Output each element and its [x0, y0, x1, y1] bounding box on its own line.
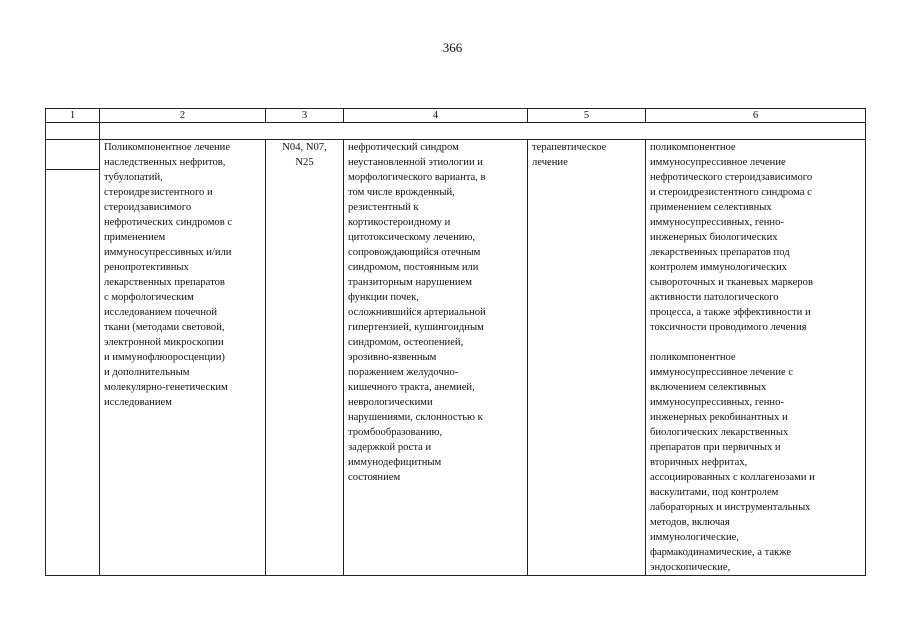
header-cell-1: 1: [46, 109, 100, 123]
empty-cell: [46, 123, 100, 140]
empty-row: [46, 123, 866, 140]
table-row: [46, 140, 866, 576]
row-cell-number: [46, 140, 100, 576]
document-table: [45, 108, 866, 576]
empty-span-cell: [100, 123, 866, 140]
method-paragraph-1: поликомпонентное иммуносупрессивное лечение нефротического стероидзависимого и стероидрезистентного синдрома с применением селективных иммуносупрессивных, генно- инженерных биологических лекарственных препаратов под контролем иммунологических сывороточных и тканевых маркеров активности патологического процесса, а также эффективности и токсичности проводимого лечения: [650, 142, 813, 333]
header-row: [46, 109, 866, 123]
row-cell-method: [646, 140, 866, 576]
header-cell-3: 3: [266, 109, 344, 123]
header-cell-2: 2: [100, 109, 266, 123]
row-cell-treatment: Поликомпонентное лечение наследственных нефритов, тубулопатий, стероидрезистентного и стероидзависимого нефротических синдромов с применением иммуносупрессивных и/или ренопротективных лекарственных препаратов с морфологическим исследованием почечной ткани (методами световой, электронной микроскопии и иммунофлюоросценции) и дополнительным молекулярно-генетическим исследованием: [100, 140, 266, 576]
row-cell-patient-model: нефротический синдром неустановленной этиологии и морфологического варианта, в том числе врожденный, резистентный к кортикостероидному и цитотоксическому лечению, сопровождающийся отечным синдромом, постоянным или транзиторным нарушением функции почек, осложнившийся артериальной гипертензией, кушингоидным синдромом, остеопенией, эрозивно-язвенным поражением желудочно- кишечного тракта, анемией, неврологическими нарушениями, склонностью к тромбообразованию, задержкой роста и иммунодефицитным состоянием: [344, 140, 528, 576]
page-number: 366: [442, 40, 463, 55]
row-cell-treatment-type: терапевтическое лечение: [528, 140, 646, 576]
row-cell-icd-codes: N04, N07, N25: [266, 140, 344, 576]
header-cell-6: 6: [646, 109, 866, 123]
method-paragraph-2: поликомпонентное иммуносупрессивное лечение с включением селективных иммуносупрессивных, генно- инженерных рекобинантных и биологических лекарственных препаратов при первичных и вторичных нефритах, ассоциированных с коллагенозами и васкулитами, под контролем лабораторных и инструментальных методов, включая иммунологические, фармакодинамические, а также эндоскопические,: [650, 352, 815, 573]
cell-divider: [46, 169, 99, 170]
header-cell-4: 4: [344, 109, 528, 123]
header-cell-5: 5: [528, 109, 646, 123]
